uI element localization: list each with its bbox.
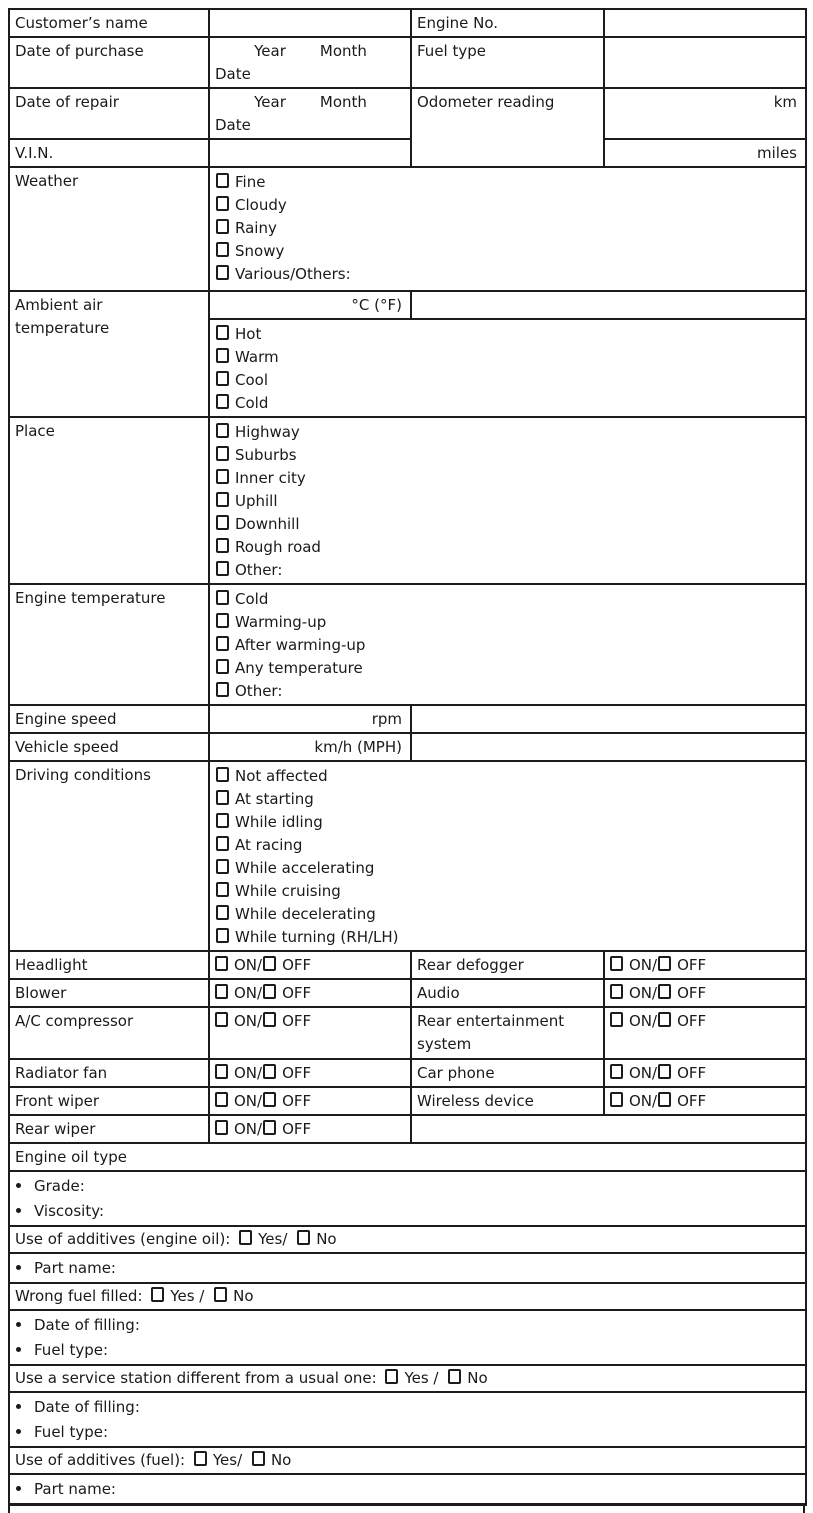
row-radiator-carphone: [9, 1059, 806, 1087]
engine-speed-unit-cell: rpm: [209, 705, 411, 733]
no-label: No: [316, 1230, 337, 1248]
wireless-device-onoff-cell: [604, 1087, 806, 1115]
bullet-icon: [16, 1404, 21, 1409]
option-label: Cold: [235, 394, 269, 412]
checkbox-icon: [610, 984, 623, 999]
part-name-line: [12, 1477, 801, 1502]
ambient-value-cell: [411, 291, 806, 319]
engine-temperature-label: Engine temperature: [9, 584, 209, 705]
on-label: ON/: [629, 1012, 658, 1030]
weather-option: [216, 263, 801, 286]
ambient-unit-cell: °C (°F): [209, 291, 411, 319]
headlight-label: Headlight: [9, 951, 209, 979]
checkbox-icon: [215, 1120, 228, 1135]
option-label: Inner city: [235, 469, 306, 487]
no-label: No: [233, 1287, 254, 1305]
part-name-fuel-cell: [9, 1474, 806, 1505]
grade-viscosity-cell: [9, 1171, 806, 1226]
option-label: While idling: [235, 813, 323, 831]
weather-option: [216, 217, 801, 240]
place-option: [216, 559, 801, 582]
checkbox-icon: [216, 394, 229, 409]
service-station-cell: [9, 1365, 806, 1392]
checkbox-icon: [216, 196, 229, 211]
rear-wiper-empty-cell: [411, 1115, 806, 1143]
checkbox-icon: [216, 790, 229, 805]
row-place: [9, 417, 806, 584]
checkbox-icon: [215, 1064, 228, 1079]
option-label: After warming-up: [235, 636, 366, 654]
off-label: OFF: [677, 984, 707, 1002]
engine-no-label: Engine No.: [411, 9, 604, 37]
ambient-option: [216, 323, 801, 346]
rear-wiper-label: Rear wiper: [9, 1115, 209, 1143]
wrong-fuel-cell: [9, 1283, 806, 1310]
on-label: ON/: [234, 1120, 263, 1138]
row-part-name-oil: [9, 1253, 806, 1283]
fuel-type-label: Fuel type: [411, 37, 604, 88]
grade-label: Grade:: [34, 1177, 85, 1195]
checkbox-icon: [216, 659, 229, 674]
row-engine-temperature: [9, 584, 806, 705]
option-label: Cool: [235, 371, 268, 389]
no-label: No: [270, 1451, 292, 1469]
weather-options-cell: [209, 167, 806, 291]
part-name-oil-cell: [9, 1253, 806, 1283]
driving-condition-option: [216, 903, 801, 926]
filling-details-1-cell: [9, 1310, 806, 1365]
option-label: Various/Others:: [235, 265, 351, 283]
option-label: Any temperature: [235, 659, 363, 677]
row-filling-1: [9, 1310, 806, 1365]
additives-fuel-cell: [9, 1447, 806, 1474]
radiator-fan-onoff-cell: [209, 1059, 411, 1087]
ac-compressor-onoff-cell: [209, 1007, 411, 1059]
checkbox-icon: [448, 1369, 461, 1384]
option-label: While cruising: [235, 882, 341, 900]
customer-name-value-cell: [209, 9, 411, 37]
rear-entertainment-label: Rear entertainment system: [411, 1007, 604, 1059]
part-name-line: [12, 1256, 801, 1281]
option-label: At racing: [235, 836, 303, 854]
ambient-temperature-label: [9, 291, 209, 417]
grade-line: [12, 1174, 801, 1199]
vehicle-speed-value-cell: [411, 733, 806, 761]
vehicle-speed-label: Vehicle speed: [9, 733, 209, 761]
vin-label: V.I.N.: [9, 139, 209, 167]
checkbox-icon: [216, 348, 229, 363]
checkbox-icon: [263, 1092, 276, 1107]
option-label: Fine: [235, 173, 266, 191]
off-label: OFF: [282, 1012, 312, 1030]
checkbox-icon: [239, 1230, 252, 1245]
row-wrong-fuel: [9, 1283, 806, 1310]
row-customer-engine: [9, 9, 806, 37]
on-label: ON/: [629, 984, 658, 1002]
part-name-label: Part name:: [34, 1259, 116, 1277]
checkbox-icon: [216, 242, 229, 257]
date-of-purchase-label: Date of purchase: [9, 37, 209, 88]
off-label: OFF: [282, 1120, 312, 1138]
checkbox-icon: [297, 1230, 310, 1245]
viscosity-line: [12, 1199, 801, 1224]
checkbox-icon: [216, 561, 229, 576]
checkbox-icon: [252, 1451, 265, 1466]
checkbox-icon: [216, 905, 229, 920]
driving-conditions-label: Driving conditions: [9, 761, 209, 951]
fuel-type-line: [12, 1420, 801, 1445]
row-ac-entertainment: [9, 1007, 806, 1059]
viscosity-label: Viscosity:: [34, 1202, 105, 1220]
audio-label: Audio: [411, 979, 604, 1007]
checkbox-icon: [215, 956, 228, 971]
engine-no-value-cell: [604, 9, 806, 37]
checkbox-icon: [263, 1012, 276, 1027]
driving-condition-option: [216, 880, 801, 903]
date-label: Date: [215, 65, 251, 83]
off-label: OFF: [677, 1092, 707, 1110]
rear-entertainment-onoff-cell: [604, 1007, 806, 1059]
option-label: Rough road: [235, 538, 321, 556]
filling-details-2-cell: [9, 1392, 806, 1447]
vehicle-speed-unit-cell: km/h (MPH): [209, 733, 411, 761]
odometer-km-cell: km: [604, 88, 806, 139]
row-vin-miles: [9, 139, 806, 167]
row-service-station: [9, 1365, 806, 1392]
option-label: Hot: [235, 325, 262, 343]
on-label: ON/: [234, 956, 263, 974]
checkbox-icon: [263, 984, 276, 999]
engine-temperature-options-cell: [209, 584, 806, 705]
option-label: Not affected: [235, 767, 328, 785]
checkbox-icon: [215, 1092, 228, 1107]
checkbox-icon: [216, 767, 229, 782]
engine-temperature-option: [216, 588, 801, 611]
row-weather: [9, 167, 806, 291]
ac-compressor-label: A/C compressor: [9, 1007, 209, 1059]
engine-temperature-option: [216, 657, 801, 680]
place-option: [216, 536, 801, 559]
row-rearwiper: [9, 1115, 806, 1143]
option-label: Suburbs: [235, 446, 297, 464]
weather-option: [216, 240, 801, 263]
checkbox-icon: [216, 859, 229, 874]
checkbox-icon: [610, 956, 623, 971]
row-frontwiper-wireless: [9, 1087, 806, 1115]
off-label: OFF: [282, 984, 312, 1002]
engine-oil-type-label: Engine oil type: [9, 1143, 806, 1171]
checkbox-icon: [216, 173, 229, 188]
option-label: Cold: [235, 590, 269, 608]
radiator-fan-label: Radiator fan: [9, 1059, 209, 1087]
checkbox-icon: [216, 538, 229, 553]
front-wiper-onoff-cell: [209, 1087, 411, 1115]
checkbox-icon: [216, 590, 229, 605]
cut-off-next-row: [8, 1506, 805, 1513]
off-label: OFF: [677, 1064, 707, 1082]
fuel-type-line: [12, 1338, 801, 1363]
on-label: ON/: [234, 984, 263, 1002]
engine-temperature-option: [216, 680, 801, 703]
checkbox-icon: [215, 984, 228, 999]
date-of-filling-line: [12, 1395, 801, 1420]
checkbox-icon: [658, 956, 671, 971]
off-label: OFF: [677, 956, 707, 974]
weather-label: Weather: [9, 167, 209, 291]
date-of-repair-value-cell: [209, 88, 411, 139]
headlight-onoff-cell: [209, 951, 411, 979]
checkbox-icon: [216, 928, 229, 943]
off-label: OFF: [282, 1064, 312, 1082]
row-filling-2: [9, 1392, 806, 1447]
ambient-option: [216, 346, 801, 369]
yes-label: Yes /: [170, 1287, 205, 1305]
date-of-purchase-value-cell: [209, 37, 411, 88]
ambient-options-cell: [209, 319, 806, 417]
option-label: Downhill: [235, 515, 300, 533]
row-repair-odometer: [9, 88, 806, 139]
option-label: Rainy: [235, 219, 277, 237]
option-label: While turning (RH/LH): [235, 928, 399, 946]
ambient-label-line1: Ambient air: [15, 296, 103, 314]
fuel-type-label: Fuel type:: [34, 1341, 109, 1359]
engine-temperature-option: [216, 634, 801, 657]
month-label: Month: [319, 42, 367, 60]
checkbox-icon: [216, 423, 229, 438]
date-of-filling-label: Date of filling:: [34, 1398, 140, 1416]
row-grade-viscosity: [9, 1171, 806, 1226]
place-option: [216, 513, 801, 536]
place-label: Place: [9, 417, 209, 584]
on-label: ON/: [234, 1092, 263, 1110]
place-option: [216, 467, 801, 490]
ambient-option: [216, 369, 801, 392]
on-label: ON/: [629, 1064, 658, 1082]
row-additives-fuel: [9, 1447, 806, 1474]
additives-oil-cell: [9, 1226, 806, 1253]
checkbox-icon: [385, 1369, 398, 1384]
row-blower-audio: [9, 979, 806, 1007]
checkbox-icon: [263, 1064, 276, 1079]
checkbox-icon: [216, 636, 229, 651]
checkbox-icon: [658, 1012, 671, 1027]
driving-condition-option: [216, 857, 801, 880]
option-label: Snowy: [235, 242, 285, 260]
odometer-reading-label: Odometer reading: [411, 88, 604, 167]
row-purchase-fuel: [9, 37, 806, 88]
place-option: [216, 421, 801, 444]
customer-name-label: Customer’s name: [9, 9, 209, 37]
checkbox-icon: [216, 265, 229, 280]
checkbox-icon: [216, 492, 229, 507]
checkbox-icon: [214, 1287, 227, 1302]
checkbox-icon: [151, 1287, 164, 1302]
place-option: [216, 490, 801, 513]
checkbox-icon: [194, 1451, 207, 1466]
vin-value-cell: [209, 139, 411, 167]
date-of-repair-label: Date of repair: [9, 88, 209, 139]
checkbox-icon: [658, 984, 671, 999]
wrong-fuel-question: Wrong fuel filled:: [15, 1287, 143, 1305]
no-label: No: [467, 1369, 488, 1387]
row-ambient-unit: [9, 291, 806, 319]
checkbox-icon: [658, 1092, 671, 1107]
rear-defogger-label: Rear defogger: [411, 951, 604, 979]
driving-condition-option: [216, 765, 801, 788]
part-name-label: Part name:: [34, 1480, 116, 1498]
off-label: OFF: [282, 1092, 312, 1110]
year-month-line: [215, 91, 406, 114]
checkbox-icon: [215, 1012, 228, 1027]
checkbox-icon: [216, 469, 229, 484]
option-label: Other:: [235, 682, 283, 700]
audio-onoff-cell: [604, 979, 806, 1007]
weather-option: [216, 194, 801, 217]
option-label: While decelerating: [235, 905, 376, 923]
driving-conditions-options-cell: [209, 761, 806, 951]
row-part-name-fuel: [9, 1474, 806, 1505]
checkbox-icon: [216, 515, 229, 530]
place-option: [216, 444, 801, 467]
checkbox-icon: [216, 613, 229, 628]
car-phone-label: Car phone: [411, 1059, 604, 1087]
checkbox-icon: [216, 682, 229, 697]
checkbox-icon: [216, 446, 229, 461]
fuel-type-value-cell: [604, 37, 806, 88]
additives-oil-question: Use of additives (engine oil):: [15, 1230, 231, 1248]
additives-fuel-question: Use of additives (fuel):: [15, 1451, 186, 1469]
checkbox-icon: [216, 836, 229, 851]
checkbox-icon: [263, 1120, 276, 1135]
row-headlight-defogger: [9, 951, 806, 979]
driving-condition-option: [216, 788, 801, 811]
checkbox-icon: [610, 1092, 623, 1107]
off-label: OFF: [282, 956, 312, 974]
checkbox-icon: [216, 813, 229, 828]
checkbox-icon: [216, 325, 229, 340]
driving-condition-option: [216, 834, 801, 857]
service-station-question: Use a service station different from a usual one:: [15, 1369, 377, 1387]
option-label: At starting: [235, 790, 314, 808]
year-label: Year: [254, 93, 286, 111]
year-label: Year: [254, 42, 286, 60]
front-wiper-label: Front wiper: [9, 1087, 209, 1115]
option-label: While accelerating: [235, 859, 375, 877]
date-label: Date: [215, 116, 251, 134]
month-label: Month: [319, 93, 367, 111]
checkbox-icon: [658, 1064, 671, 1079]
engine-speed-label: Engine speed: [9, 705, 209, 733]
on-label: ON/: [234, 1064, 263, 1082]
fuel-type-label: Fuel type:: [34, 1423, 109, 1441]
engine-temperature-option: [216, 611, 801, 634]
option-label: Warm: [235, 348, 279, 366]
ambient-label-line2: temperature: [15, 319, 110, 337]
ambient-option: [216, 392, 801, 415]
checkbox-icon: [216, 882, 229, 897]
engine-speed-value-cell: [411, 705, 806, 733]
row-engine-oil-type: [9, 1143, 806, 1171]
row-driving-conditions: [9, 761, 806, 951]
bullet-icon: [16, 1183, 21, 1188]
check-sheet-table: [8, 8, 807, 1506]
date-of-filling-line: [12, 1313, 801, 1338]
blower-onoff-cell: [209, 979, 411, 1007]
bullet-icon: [16, 1486, 21, 1491]
bullet-icon: [16, 1429, 21, 1434]
rear-wiper-onoff-cell: [209, 1115, 411, 1143]
driving-condition-option: [216, 926, 801, 949]
wireless-device-label: Wireless device: [411, 1087, 604, 1115]
place-options-cell: [209, 417, 806, 584]
row-additives-oil: [9, 1226, 806, 1253]
blower-label: Blower: [9, 979, 209, 1007]
bullet-icon: [16, 1265, 21, 1270]
bullet-icon: [16, 1322, 21, 1327]
bullet-icon: [16, 1347, 21, 1352]
option-label: Cloudy: [235, 196, 287, 214]
row-vehicle-speed: [9, 733, 806, 761]
car-phone-onoff-cell: [604, 1059, 806, 1087]
on-label: ON/: [629, 956, 658, 974]
rear-defogger-onoff-cell: [604, 951, 806, 979]
row-engine-speed: [9, 705, 806, 733]
weather-option: [216, 171, 801, 194]
bullet-icon: [16, 1208, 21, 1213]
yes-label: Yes /: [404, 1369, 439, 1387]
option-label: Other:: [235, 561, 283, 579]
on-label: ON/: [629, 1092, 658, 1110]
option-label: Uphill: [235, 492, 278, 510]
checkbox-icon: [216, 371, 229, 386]
driving-condition-option: [216, 811, 801, 834]
yes-label: Yes/: [212, 1451, 243, 1469]
off-label: OFF: [677, 1012, 707, 1030]
option-label: Warming-up: [235, 613, 327, 631]
odometer-miles-cell: miles: [604, 139, 806, 167]
date-of-filling-label: Date of filling:: [34, 1316, 140, 1334]
checkbox-icon: [610, 1064, 623, 1079]
yes-label: Yes/: [258, 1230, 288, 1248]
checkbox-icon: [610, 1012, 623, 1027]
option-label: Highway: [235, 423, 300, 441]
year-month-line: [215, 40, 406, 63]
checkbox-icon: [216, 219, 229, 234]
on-label: ON/: [234, 1012, 263, 1030]
checkbox-icon: [263, 956, 276, 971]
